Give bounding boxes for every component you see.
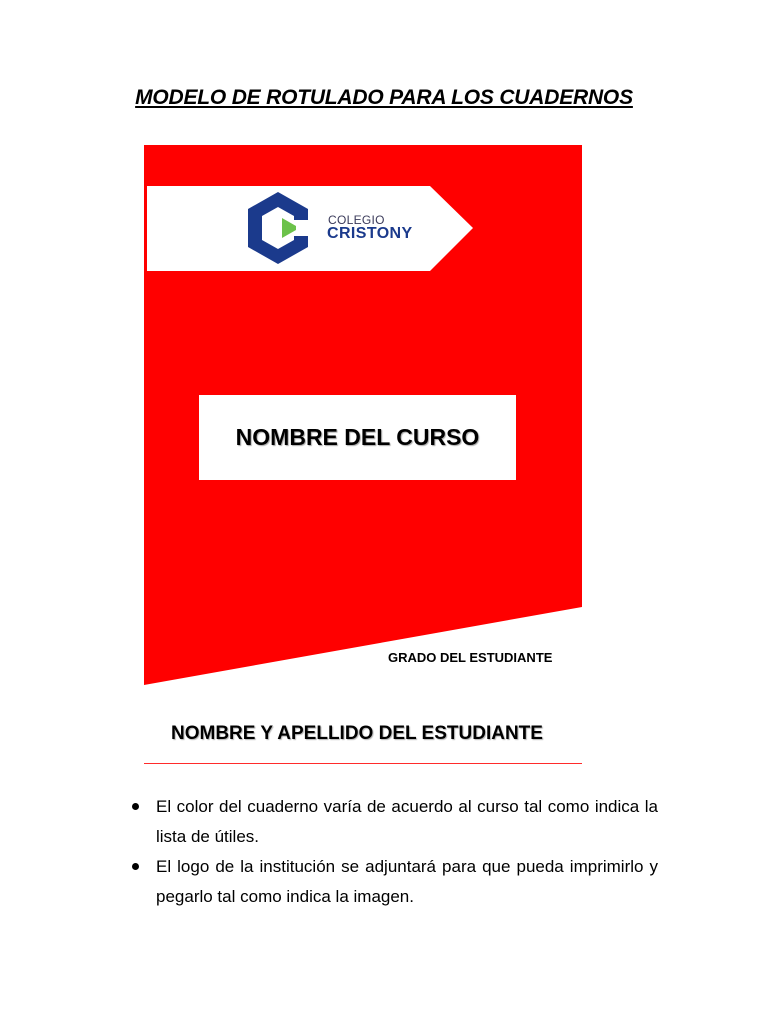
instructions-list [130,792,658,912]
cristony-logo-icon [244,190,312,266]
logo-text-cristony: CRISTONY [327,225,413,242]
notebook-cover-mockup [144,145,582,764]
bullet-icon [132,803,139,810]
course-name-box [199,395,516,480]
student-grade-label: GRADO DEL ESTUDIANTE [388,650,553,665]
course-name-label: NOMBRE DEL CURSO [235,424,480,450]
note-text: El color del cuaderno varía de acuerdo al curso tal como indica la lista de útiles. [156,797,658,846]
list-item [130,852,658,912]
logo-text-colegio: COLEGIO [328,213,385,227]
bullet-icon [132,863,139,870]
list-item [130,792,658,852]
student-name-label: NOMBRE Y APELLIDO DEL ESTUDIANTE [171,723,543,744]
note-text: El logo de la institución se adjuntará para que pueda imprimirlo y pegarlo tal como indica la imagen. [156,857,658,906]
page-title: MODELO DE ROTULADO PARA LOS CUADERNOS [135,86,633,109]
